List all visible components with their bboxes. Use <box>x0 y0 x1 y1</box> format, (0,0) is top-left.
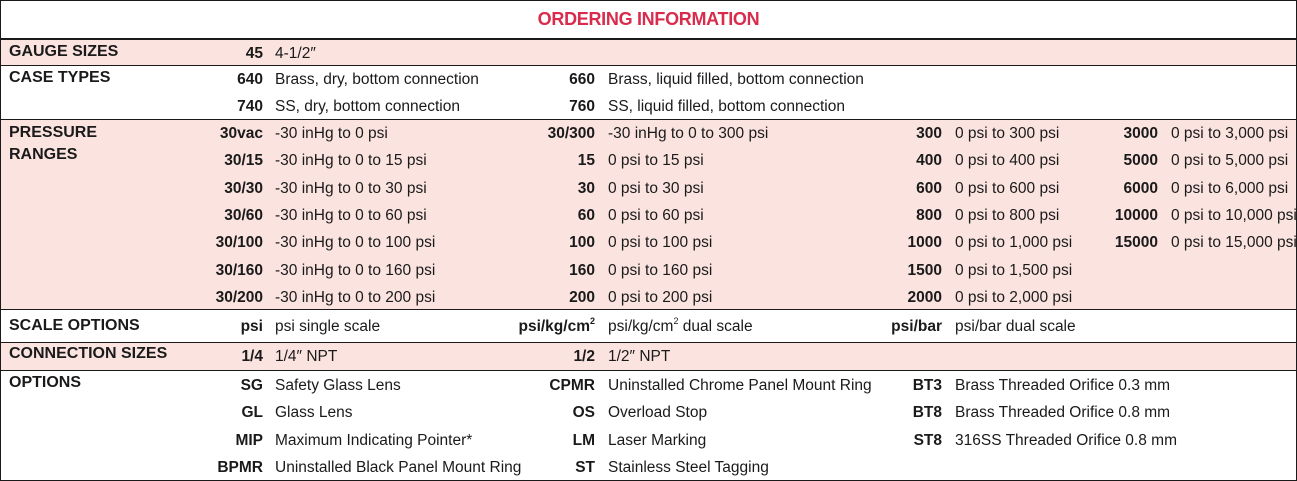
option-description <box>955 257 1072 284</box>
option-code-text: GL <box>241 404 263 421</box>
table-row <box>1 229 1296 256</box>
option-description-text: 4-1/2″ <box>275 45 316 62</box>
table-row <box>1 427 1296 454</box>
option-code <box>802 229 942 256</box>
option-description <box>275 175 427 202</box>
option-description <box>608 343 670 370</box>
option-description <box>1171 175 1288 202</box>
table-row <box>1 343 1296 370</box>
superscript: 2 <box>673 316 679 326</box>
option-description-text: -30 inHg to 0 to 30 psi <box>275 180 427 197</box>
option-description-text: psi/bar dual scale <box>955 318 1076 335</box>
option-description-text: -30 inHg to 0 to 60 psi <box>275 207 427 224</box>
option-code-text: psi/bar <box>891 318 942 335</box>
option-code-text: ST8 <box>913 432 942 449</box>
section-case-types <box>1 65 1296 119</box>
superscript: 2 <box>589 316 595 326</box>
option-code <box>455 313 595 340</box>
section-label: CONNECTION SIZES <box>9 345 168 362</box>
option-code-text: 600 <box>916 180 942 197</box>
option-description <box>955 372 1170 399</box>
option-description-text: Maximum Indicating Pointer* <box>275 432 473 449</box>
option-code <box>1018 147 1158 174</box>
option-description-text: 0 psi to 600 psi <box>955 180 1060 197</box>
option-code <box>1018 202 1158 229</box>
option-description-text: Uninstalled Chrome Panel Mount Ring <box>608 377 872 394</box>
option-code-text: 30vac <box>219 125 263 142</box>
option-code-text: 6000 <box>1123 180 1158 197</box>
option-code-text: SG <box>240 377 263 394</box>
section-label: SCALE OPTIONS <box>9 317 140 334</box>
table-row <box>1 372 1296 399</box>
option-description-text: psi single scale <box>275 318 381 335</box>
option-code <box>123 66 263 93</box>
option-code-text: 160 <box>569 262 595 279</box>
section-options <box>1 370 1296 480</box>
option-description <box>1171 147 1288 174</box>
option-description-text: 0 psi to 6,000 psi <box>1171 180 1289 197</box>
option-description-text: 0 psi to 100 psi <box>608 234 713 251</box>
option-code <box>123 284 263 311</box>
option-code-text: 30/60 <box>224 207 263 224</box>
option-description <box>275 257 435 284</box>
option-description <box>275 202 427 229</box>
option-description <box>275 343 337 370</box>
option-description-text: 0 psi to 15 psi <box>608 152 704 169</box>
option-code-text: 1000 <box>907 234 942 251</box>
option-description <box>955 313 1076 340</box>
section-pressure-ranges <box>1 119 1296 309</box>
option-description <box>608 120 768 147</box>
option-code <box>455 229 595 256</box>
section-label: CASE TYPES <box>9 69 111 86</box>
option-description <box>275 427 472 454</box>
option-code <box>802 175 942 202</box>
option-code <box>802 313 942 340</box>
option-description-text: -30 inHg to 0 to 160 psi <box>275 262 436 279</box>
option-description <box>608 284 712 311</box>
option-code <box>123 40 263 67</box>
option-code-text: 760 <box>569 98 595 115</box>
option-description <box>608 427 706 454</box>
option-description <box>275 66 479 93</box>
option-code-text: psi/kg/cm <box>518 318 590 335</box>
option-code <box>455 93 595 120</box>
option-description <box>608 229 712 256</box>
option-code-text: 100 <box>569 234 595 251</box>
option-code <box>802 120 942 147</box>
option-code <box>123 454 263 481</box>
table-row <box>1 257 1296 284</box>
option-description-text: 0 psi to 5,000 psi <box>1171 152 1289 169</box>
option-description-text: 0 psi to 10,000 psi <box>1171 207 1297 224</box>
option-description-text: 0 psi to 800 psi <box>955 207 1060 224</box>
option-description <box>275 147 427 174</box>
option-description-text: 0 psi to 400 psi <box>955 152 1060 169</box>
option-code <box>455 372 595 399</box>
option-code-text: 30/30 <box>224 180 263 197</box>
option-code <box>123 313 263 340</box>
option-description <box>608 202 704 229</box>
table-row <box>1 175 1296 202</box>
option-description <box>275 372 401 399</box>
option-code-text: 15 <box>577 152 595 169</box>
option-code-text: ST <box>575 459 595 476</box>
option-code-text: MIP <box>235 432 263 449</box>
option-code <box>455 120 595 147</box>
option-code-text: 60 <box>577 207 595 224</box>
section-scale-options <box>1 309 1296 342</box>
option-code-text: 1/4 <box>241 348 263 365</box>
option-code-text: 300 <box>916 125 942 142</box>
option-description <box>608 175 704 202</box>
option-description-text: 0 psi to 1,000 psi <box>955 234 1073 251</box>
option-description <box>955 284 1072 311</box>
option-code <box>802 427 942 454</box>
option-code <box>455 427 595 454</box>
option-description <box>1171 229 1297 256</box>
option-code <box>123 202 263 229</box>
option-description <box>955 399 1170 426</box>
option-code <box>1018 175 1158 202</box>
table-row <box>1 147 1296 174</box>
option-description <box>955 427 1177 454</box>
option-description-text: -30 inHg to 0 to 100 psi <box>275 234 436 251</box>
option-code <box>802 147 942 174</box>
option-description-text: Laser Marking <box>608 432 707 449</box>
table-row <box>1 40 1296 67</box>
option-code <box>123 399 263 426</box>
section-connection-sizes <box>1 342 1296 370</box>
section-gauge-sizes <box>1 39 1296 65</box>
option-code <box>455 175 595 202</box>
option-code <box>802 399 942 426</box>
option-description-text: 0 psi to 3,000 psi <box>1171 125 1289 142</box>
option-code <box>1018 229 1158 256</box>
option-code-text: 740 <box>237 98 263 115</box>
table-row <box>1 454 1296 481</box>
option-description <box>608 454 769 481</box>
option-code <box>123 120 263 147</box>
option-description-text: -30 inHg to 0 to 15 psi <box>275 152 427 169</box>
option-description-text: psi/kg/cm <box>608 318 674 335</box>
option-description-text: Brass Threaded Orifice 0.3 mm <box>955 377 1171 394</box>
option-code-text: 800 <box>916 207 942 224</box>
option-description-text: Safety Glass Lens <box>275 377 401 394</box>
option-code <box>123 257 263 284</box>
option-code-text: OS <box>572 404 595 421</box>
option-code <box>802 257 942 284</box>
option-description <box>608 147 704 174</box>
option-description-text: Uninstalled Black Panel Mount Ring <box>275 459 522 476</box>
option-description-text: -30 inHg to 0 psi <box>275 125 388 142</box>
option-description-text: Brass, dry, bottom connection <box>275 71 479 88</box>
option-code <box>455 284 595 311</box>
option-code <box>1018 120 1158 147</box>
option-description <box>608 93 845 120</box>
option-code-text: 3000 <box>1123 125 1158 142</box>
option-code-text: 45 <box>245 45 263 62</box>
option-description-text: 0 psi to 15,000 psi <box>1171 234 1297 251</box>
option-description-text: 0 psi to 300 psi <box>955 125 1060 142</box>
option-code <box>455 343 595 370</box>
option-description <box>275 93 460 120</box>
option-code-text: 30/300 <box>547 125 595 142</box>
option-code <box>123 229 263 256</box>
table-row <box>1 120 1296 147</box>
option-code-text: 30/100 <box>215 234 263 251</box>
option-description <box>608 257 712 284</box>
option-description <box>275 40 316 67</box>
option-code-text: 2000 <box>907 289 942 306</box>
option-description-text: 316SS Threaded Orifice 0.8 mm <box>955 432 1177 449</box>
option-code-text: 200 <box>569 289 595 306</box>
option-code-text: 30/160 <box>215 262 263 279</box>
option-description-text: 0 psi to 60 psi <box>608 207 704 224</box>
option-code <box>455 399 595 426</box>
option-description <box>608 399 707 426</box>
option-description-text: Brass Threaded Orifice 0.8 mm <box>955 404 1171 421</box>
option-code-text: 15000 <box>1114 234 1158 251</box>
option-code <box>123 175 263 202</box>
option-description <box>275 229 435 256</box>
option-code-text: 30 <box>577 180 595 197</box>
section-label: OPTIONS <box>9 374 82 391</box>
option-code <box>802 202 942 229</box>
option-code <box>455 257 595 284</box>
option-description-text: 0 psi to 200 psi <box>608 289 713 306</box>
option-description-text: Overload Stop <box>608 404 708 421</box>
option-code-text: LM <box>572 432 595 449</box>
option-code-text: BT8 <box>912 404 942 421</box>
option-description-text: 1/2″ NPT <box>608 348 671 365</box>
section-label: GAUGE SIZES <box>9 43 119 60</box>
option-code <box>123 93 263 120</box>
table-row <box>1 202 1296 229</box>
option-description-text: SS, liquid filled, bottom connection <box>608 98 845 115</box>
option-description-text: SS, dry, bottom connection <box>275 98 460 115</box>
option-code <box>455 202 595 229</box>
option-description-text: 1/4″ NPT <box>275 348 338 365</box>
option-code-text: 1500 <box>907 262 942 279</box>
option-code <box>802 372 942 399</box>
option-code <box>123 147 263 174</box>
option-description <box>608 313 753 340</box>
option-code-text: CPMR <box>549 377 595 394</box>
option-description <box>275 399 353 426</box>
option-code-text: 640 <box>237 71 263 88</box>
option-code-text: psi <box>240 318 263 335</box>
option-code-text: 5000 <box>1123 152 1158 169</box>
option-description <box>275 313 380 340</box>
option-code-text: 400 <box>916 152 942 169</box>
option-description-text: -30 inHg to 0 to 300 psi <box>608 125 769 142</box>
option-description <box>608 66 864 93</box>
option-description-text: 0 psi to 30 psi <box>608 180 704 197</box>
option-code-text: BT3 <box>912 377 942 394</box>
option-description-text: 0 psi to 2,000 psi <box>955 289 1073 306</box>
option-description-text: -30 inHg to 0 to 200 psi <box>275 289 436 306</box>
option-description-text: 0 psi to 160 psi <box>608 262 713 279</box>
option-description <box>1171 202 1297 229</box>
option-description-text: 0 psi to 1,500 psi <box>955 262 1073 279</box>
table-title: ORDERING INFORMATION <box>1 1 1296 39</box>
table-row <box>1 313 1296 340</box>
option-description <box>275 284 435 311</box>
option-code-text: 30/15 <box>224 152 263 169</box>
table-row <box>1 399 1296 426</box>
option-code-text: 660 <box>569 71 595 88</box>
option-description <box>275 120 388 147</box>
option-code-text: BPMR <box>217 459 263 476</box>
option-description-text: Brass, liquid filled, bottom connection <box>608 71 864 88</box>
table-row <box>1 93 1296 120</box>
table-row <box>1 66 1296 93</box>
table-row <box>1 284 1296 311</box>
option-code <box>802 284 942 311</box>
option-code-text: 10000 <box>1114 207 1158 224</box>
option-description-text: Glass Lens <box>275 404 353 421</box>
option-description-suffix: dual scale <box>678 318 753 335</box>
option-description <box>1171 120 1288 147</box>
option-code <box>123 372 263 399</box>
section-label: PRESSURE RANGES <box>9 124 98 163</box>
option-code <box>455 66 595 93</box>
option-code-text: 30/200 <box>215 289 263 306</box>
option-code <box>123 343 263 370</box>
option-code <box>455 147 595 174</box>
option-code-text: 1/2 <box>573 348 595 365</box>
option-description-text: Stainless Steel Tagging <box>608 459 769 476</box>
option-code <box>455 454 595 481</box>
option-code <box>123 427 263 454</box>
